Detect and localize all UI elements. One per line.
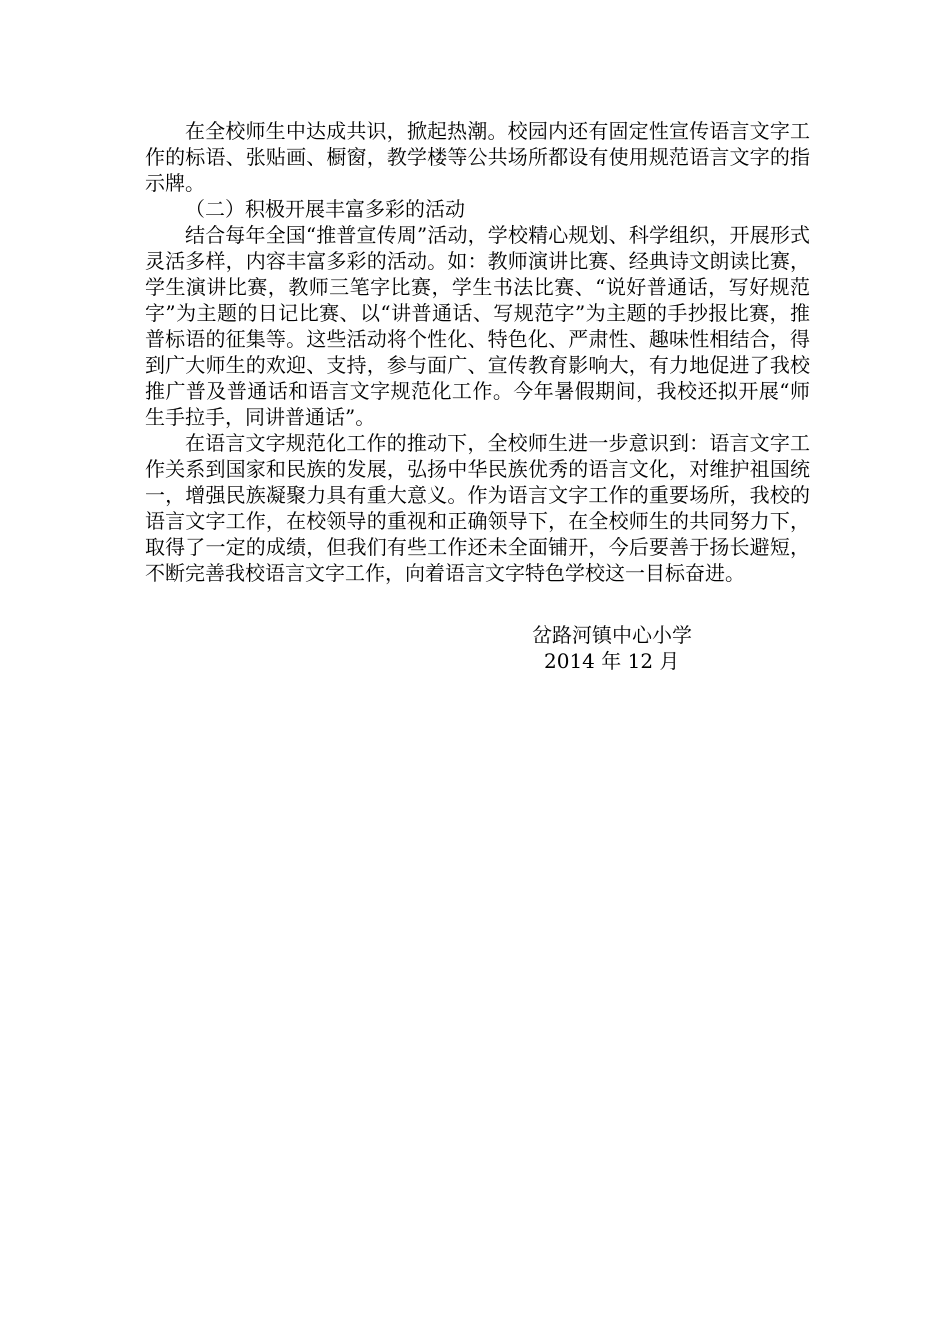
- paragraph-consensus: 在全校师生中达成共识，掀起热潮。校园内还有固定性宣传语言文字工作的标语、张贴画、橱窗，教学楼等公共场所都设有使用规范语言文字的指示牌。: [145, 119, 810, 195]
- paragraph-activities: 结合每年全国“推普宣传周”活动，学校精心规划、科学组织，开展形式灵活多样，内容丰富多彩的活动。如：教师演讲比赛、经典诗文朗读比赛，学生演讲比赛，教师三笔字比赛，学生书法比赛、“说好普通话，写好规范字”为主题的日记比赛、以“讲普通话、写规范字”为主题的手抄报比赛，推普标语的征集等。这些活动将个性化、特色化、严肃性、趣味性相结合，得到广大师生的欢迎、支持，参与面广、宣传教育影响大，有力地促进了我校推广普及普通话和语言文字规范化工作。今年暑假期间，我校还拟开展“师生手拉手，同讲普通话”。: [145, 223, 810, 429]
- paragraph-conclusion: 在语言文字规范化工作的推动下，全校师生进一步意识到：语言文字工作关系到国家和民族的发展，弘扬中华民族优秀的语言文化，对维护祖国统一，增强民族凝聚力具有重大意义。作为语言文字工作的重要场所，我校的语言文字工作，在校领导的重视和正确领导下，在全校师生的共同努力下，取得了一定的成绩，但我们有些工作还未全面铺开，今后要善于扬长避短，不断完善我校语言文字工作，向着语言文字特色学校这一目标奋进。: [145, 431, 810, 585]
- section-heading-activities: （二）积极开展丰富多彩的活动: [185, 197, 465, 221]
- signature-block: [532, 622, 692, 674]
- document-body: [145, 118, 810, 586]
- signature-organization: 岔路河镇中心小学: [532, 623, 692, 647]
- signature-date: 2014 年 12 月: [544, 649, 680, 673]
